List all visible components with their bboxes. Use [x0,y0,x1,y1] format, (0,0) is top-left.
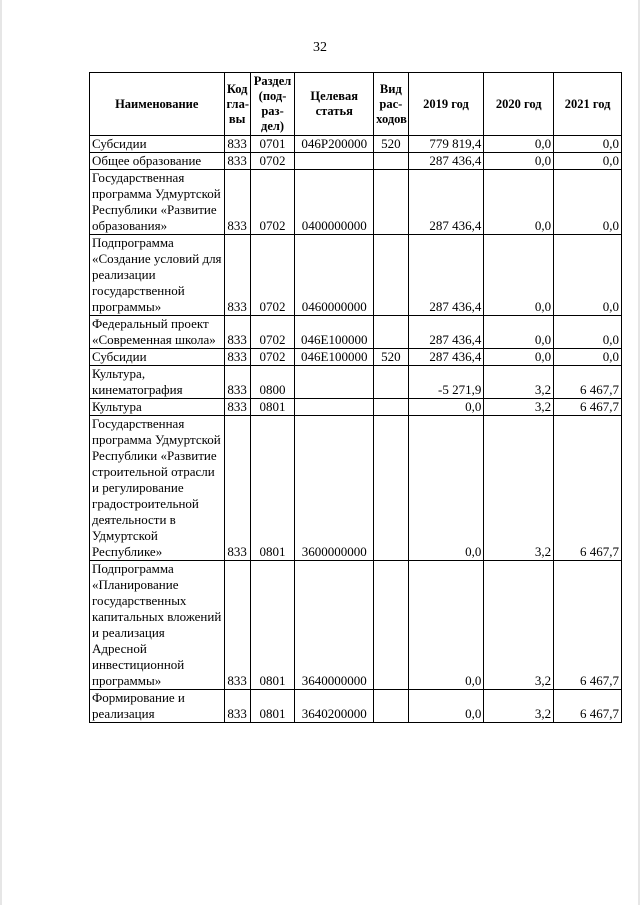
row-value-2021: 0,0 [554,136,622,153]
row-value-2019: 0,0 [408,561,484,690]
row-section: 0801 [250,399,295,416]
row-target: 046E100000 [295,349,374,366]
col-header-2021: 2021 год [554,73,622,136]
row-value-2021: 0,0 [554,170,622,235]
row-section: 0702 [250,349,295,366]
row-value-2021: 6 467,7 [554,561,622,690]
row-target: 3640200000 [295,690,374,723]
row-value-2020: 3,2 [484,561,554,690]
row-value-2021: 6 467,7 [554,416,622,561]
row-code: 833 [224,170,250,235]
row-section: 0702 [250,316,295,349]
row-target: 0400000000 [295,170,374,235]
row-type [374,399,408,416]
col-header-type: Вид рас- ходов [374,73,408,136]
col-header-target: Целевая статья [295,73,374,136]
row-value-2021: 0,0 [554,349,622,366]
row-type [374,153,408,170]
row-value-2020: 3,2 [484,399,554,416]
table-row [90,366,622,399]
row-value-2020: 0,0 [484,136,554,153]
row-name: Государственная программа Удмуртской Республики «Развитие образования» [90,170,225,235]
row-value-2019: 287 436,4 [408,235,484,316]
row-section: 0701 [250,136,295,153]
row-code: 833 [224,399,250,416]
row-value-2021: 0,0 [554,235,622,316]
row-code: 833 [224,561,250,690]
row-name: Формирование и реализация [90,690,225,723]
row-target: 046P200000 [295,136,374,153]
row-target [295,153,374,170]
row-section: 0702 [250,170,295,235]
row-name: Государственная программа Удмуртской Республики «Развитие строительной отрасли и регулирование градостроительной деятельности в Удмуртской Республике» [90,416,225,561]
row-type [374,690,408,723]
budget-table [89,72,622,723]
col-header-2019: 2019 год [408,73,484,136]
row-type [374,316,408,349]
row-value-2020: 3,2 [484,416,554,561]
row-type [374,366,408,399]
row-target: 3640000000 [295,561,374,690]
row-value-2020: 0,0 [484,153,554,170]
row-value-2019: 287 436,4 [408,349,484,366]
col-header-name: Наименование [90,73,225,136]
row-code: 833 [224,416,250,561]
row-value-2020: 3,2 [484,366,554,399]
table-header-row [90,73,622,136]
row-value-2020: 0,0 [484,349,554,366]
row-code: 833 [224,690,250,723]
table-row [90,153,622,170]
row-type [374,235,408,316]
row-value-2019: 287 436,4 [408,153,484,170]
row-name: Культура, кинематография [90,366,225,399]
row-section: 0801 [250,416,295,561]
row-target: 0460000000 [295,235,374,316]
table-row [90,235,622,316]
row-type [374,561,408,690]
table-row [90,399,622,416]
col-header-2020: 2020 год [484,73,554,136]
row-code: 833 [224,153,250,170]
row-value-2019: 0,0 [408,416,484,561]
row-value-2021: 6 467,7 [554,366,622,399]
row-value-2021: 6 467,7 [554,690,622,723]
table-row [90,690,622,723]
row-value-2020: 0,0 [484,170,554,235]
row-value-2021: 6 467,7 [554,399,622,416]
row-name: Федеральный проект «Современная школа» [90,316,225,349]
row-type: 520 [374,136,408,153]
scan-edge-left [0,0,2,905]
table-row [90,561,622,690]
table-row [90,316,622,349]
row-value-2019: -5 271,9 [408,366,484,399]
row-section: 0801 [250,561,295,690]
row-code: 833 [224,349,250,366]
table-row [90,416,622,561]
row-target: 3600000000 [295,416,374,561]
row-type [374,170,408,235]
row-name: Общее образование [90,153,225,170]
table-row [90,170,622,235]
table-row [90,349,622,366]
row-section: 0801 [250,690,295,723]
row-value-2019: 0,0 [408,399,484,416]
row-target [295,366,374,399]
row-target: 046E100000 [295,316,374,349]
row-code: 833 [224,136,250,153]
row-value-2019: 779 819,4 [408,136,484,153]
table-row [90,136,622,153]
row-name: Подпрограмма «Планирование государственных капитальных вложений и реализация Адресной инвестиционной программы» [90,561,225,690]
row-value-2020: 0,0 [484,316,554,349]
col-header-code: Код гла- вы [224,73,250,136]
col-header-section: Раздел (под- раз- дел) [250,73,295,136]
row-code: 833 [224,366,250,399]
row-type: 520 [374,349,408,366]
row-name: Подпрограмма «Создание условий для реализации государственной программы» [90,235,225,316]
row-target [295,399,374,416]
row-value-2021: 0,0 [554,316,622,349]
row-section: 0702 [250,235,295,316]
row-value-2020: 0,0 [484,235,554,316]
row-type [374,416,408,561]
row-code: 833 [224,235,250,316]
page-number: 32 [313,40,327,55]
row-value-2019: 287 436,4 [408,316,484,349]
row-code: 833 [224,316,250,349]
row-section: 0800 [250,366,295,399]
row-value-2020: 3,2 [484,690,554,723]
row-section: 0702 [250,153,295,170]
row-name: Субсидии [90,136,225,153]
row-name: Субсидии [90,349,225,366]
row-name: Культура [90,399,225,416]
row-value-2019: 287 436,4 [408,170,484,235]
row-value-2019: 0,0 [408,690,484,723]
row-value-2021: 0,0 [554,153,622,170]
